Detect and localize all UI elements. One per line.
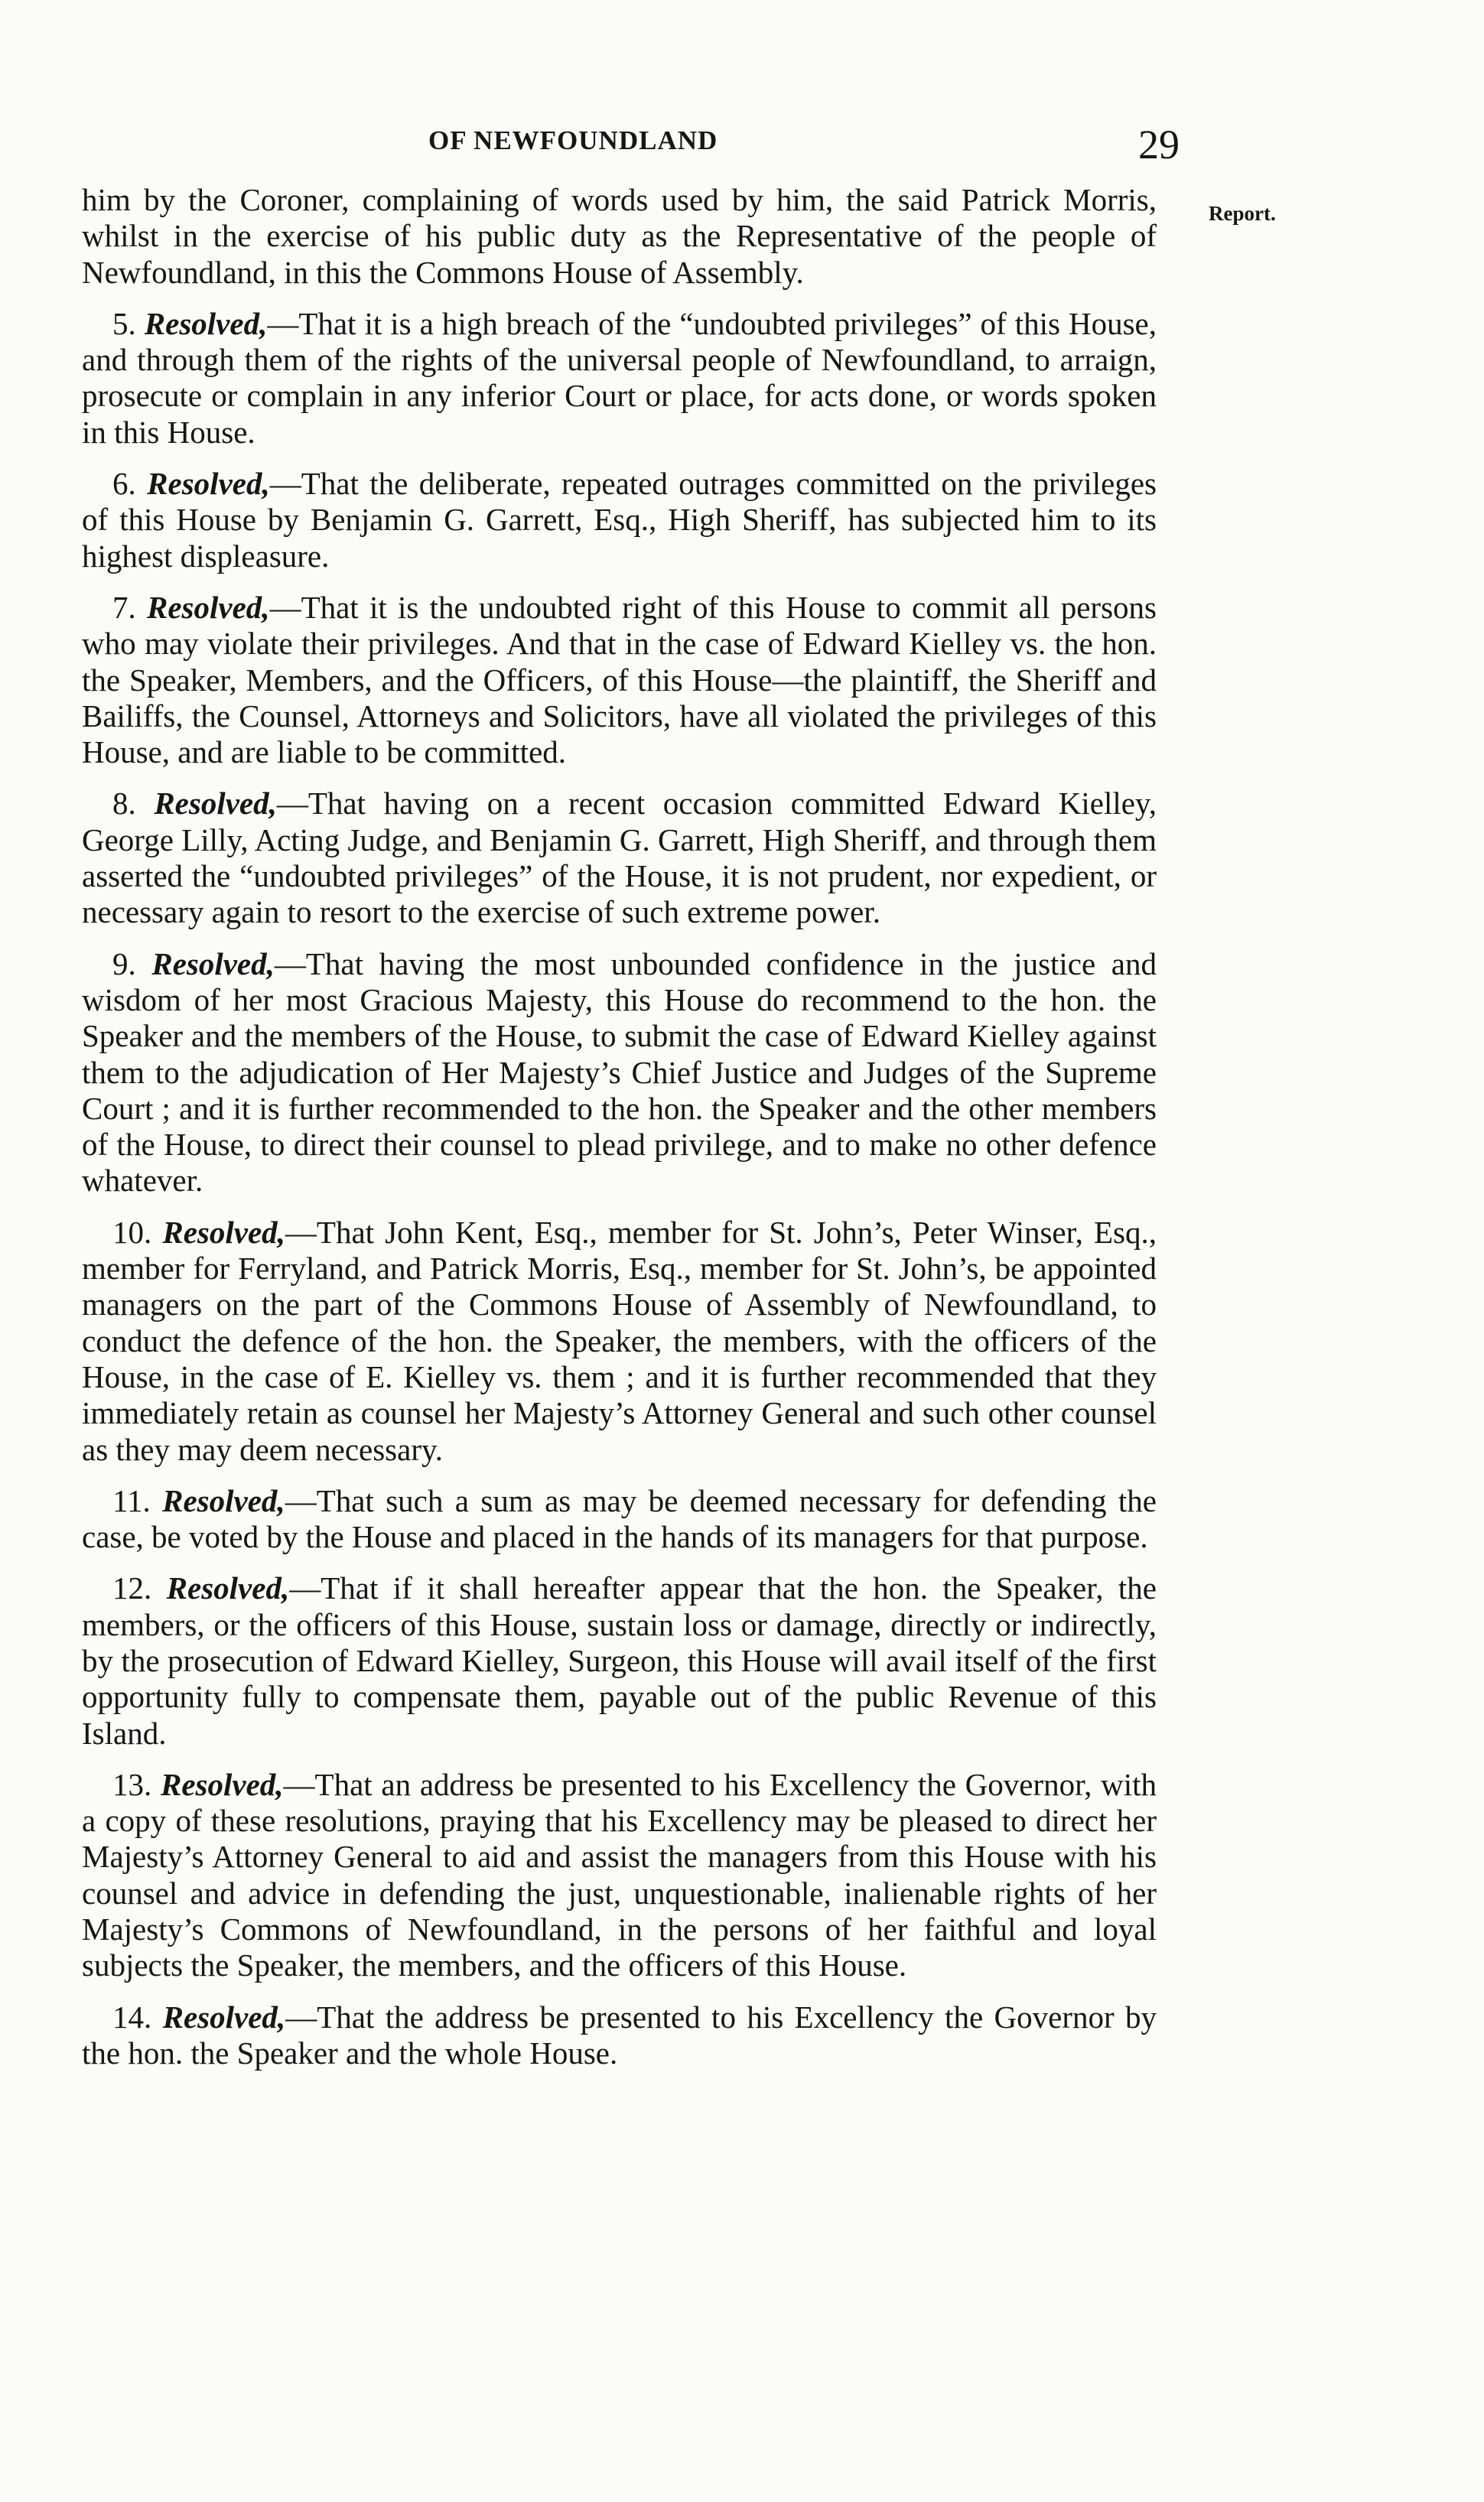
resolution-9	[82, 946, 1157, 1199]
resolution-label: Resolved,	[154, 786, 277, 822]
resolution-12	[82, 1570, 1157, 1751]
resolution-label: Resolved,	[162, 1999, 286, 2035]
resolution-text: —That having the most unbounded confidence in the justice and wisdom of her most Gracious Majesty, this House do recommend to the hon. the Speaker and the members of the House, to submit the case of Edward Kielley against them to the adjudication of Her Majesty’s Chief Justice and Judges of the Supreme Court ; and it is further recommended to the hon. the Speaker and the other members of the House, to direct their counsel to plead privilege, and to make no other defence whatever.	[82, 945, 1157, 1199]
resolution-7	[82, 590, 1157, 770]
resolution-label: Resolved,	[160, 1766, 284, 1802]
resolution-number: 14.	[112, 1999, 152, 2035]
resolution-text: —That an address be presented to his Excellency the Governor, with a copy of these resolutions, praying that his Excellency may be pleased to direct her Majesty’s Attorney General to aid and assist the managers from this House with his counsel and advice in defending the just, unquestionable, inalienable rights of her Majesty’s Commons of Newfoundland, in the persons of her faithful and loyal subjects the Speaker, the members, and the officers of this House.	[82, 1766, 1157, 1983]
resolution-10	[82, 1215, 1157, 1468]
resolution-11	[82, 1483, 1157, 1556]
resolution-number: 9.	[112, 945, 136, 981]
resolution-number: 8.	[112, 786, 136, 822]
resolution-number: 12.	[112, 1570, 152, 1606]
resolution-5	[82, 306, 1157, 451]
resolution-text: —That if it shall hereafter appear that the hon. the Speaker, the members, or the officers of this House, sustain loss or damage, directly or indirectly, by the prosecution of Edward Kielley, Surgeon, this House will avail itself of the first opportunity fully to compensate them, payable out of the public Revenue of this Island.	[82, 1570, 1157, 1751]
resolution-text: —That the deliberate, repeated outrages committed on the privileges of this House by Benjamin G. Garrett, Esq., High Sheriff, has subjected him to its highest displeasure.	[82, 466, 1157, 574]
resolution-text: —That John Kent, Esq., member for St. John’s, Peter Winser, Esq., member for Ferryland, and Patrick Morris, Esq., member for St. John’s, be appointed managers on the part of the Commons House of Assembly of Newfoundland, to conduct the defence of the hon. the Speaker, the members, with the officers of the House, in the case of E. Kielley vs. them ; and it is further recommended that they immediately retain as counsel her Majesty’s Attorney General and such other counsel as they may deem necessary.	[82, 1214, 1157, 1467]
resolution-number: 10.	[112, 1214, 152, 1250]
opening-paragraph: him by the Coroner, complaining of words used by him, the said Patrick Morris, whilst in the exercise of his public duty as the Representative of the people of Newfoundland, in this the Commons House of Assembly.	[82, 182, 1157, 290]
resolution-number: 7.	[112, 589, 136, 625]
resolution-text: —That it is the undoubted right of this House to commit all persons who may violate their privileges. And that in the case of Edward Kielley vs. the hon. the Speaker, Members, and the Officers, of this House—the plaintiff, the Sheriff and Bailiffs, the Counsel, Attorneys and Solicitors, have all violated the privileges of this House, and are liable to be committed.	[82, 589, 1157, 770]
resolution-number: 5.	[112, 305, 136, 341]
resolution-number: 13.	[112, 1766, 152, 1802]
resolution-number: 6.	[112, 466, 136, 502]
resolution-label: Resolved,	[151, 945, 275, 981]
resolution-13	[82, 1767, 1157, 1984]
resolution-text: —That it is a high breach of the “undoubted privileges” of this House, and through them of the rights of the universal people of Newfoundland, to arraign, prosecute or complain in any inferior Court or place, for acts done, or words spoken in this House.	[82, 305, 1157, 450]
resolution-label: Resolved,	[162, 1482, 285, 1518]
resolution-6	[82, 466, 1157, 574]
resolution-text: —That such a sum as may be deemed necessary for defending the case, be voted by the House and placed in the hands of its managers for that purpose.	[82, 1482, 1157, 1555]
resolution-number: 11.	[112, 1482, 151, 1518]
resolution-label: Resolved,	[147, 466, 270, 502]
resolution-label: Resolved,	[147, 589, 270, 625]
resolution-8	[82, 786, 1157, 930]
body-text	[82, 182, 1157, 2087]
margin-note: Report.	[1209, 202, 1276, 225]
running-title: OF NEWFOUNDLAND	[428, 125, 718, 155]
resolution-text: —That having on a recent occasion committed Edward Kielley, George Lilly, Acting Judge, and Benjamin G. Garrett, High Sheriff, and through them asserted the “undoubted privileges” of the House, it is not prudent, nor expedient, or necessary again to resort to the exercise of such extreme power.	[82, 786, 1157, 930]
resolution-label: Resolved,	[144, 305, 268, 341]
resolution-14	[82, 1999, 1157, 2072]
resolution-label: Resolved,	[166, 1570, 290, 1606]
page-number: 29	[1138, 122, 1180, 168]
resolution-text: —That the address be presented to his Excellency the Governor by the hon. the Speaker and the whole House.	[82, 1999, 1157, 2071]
resolution-label: Resolved,	[162, 1214, 285, 1250]
